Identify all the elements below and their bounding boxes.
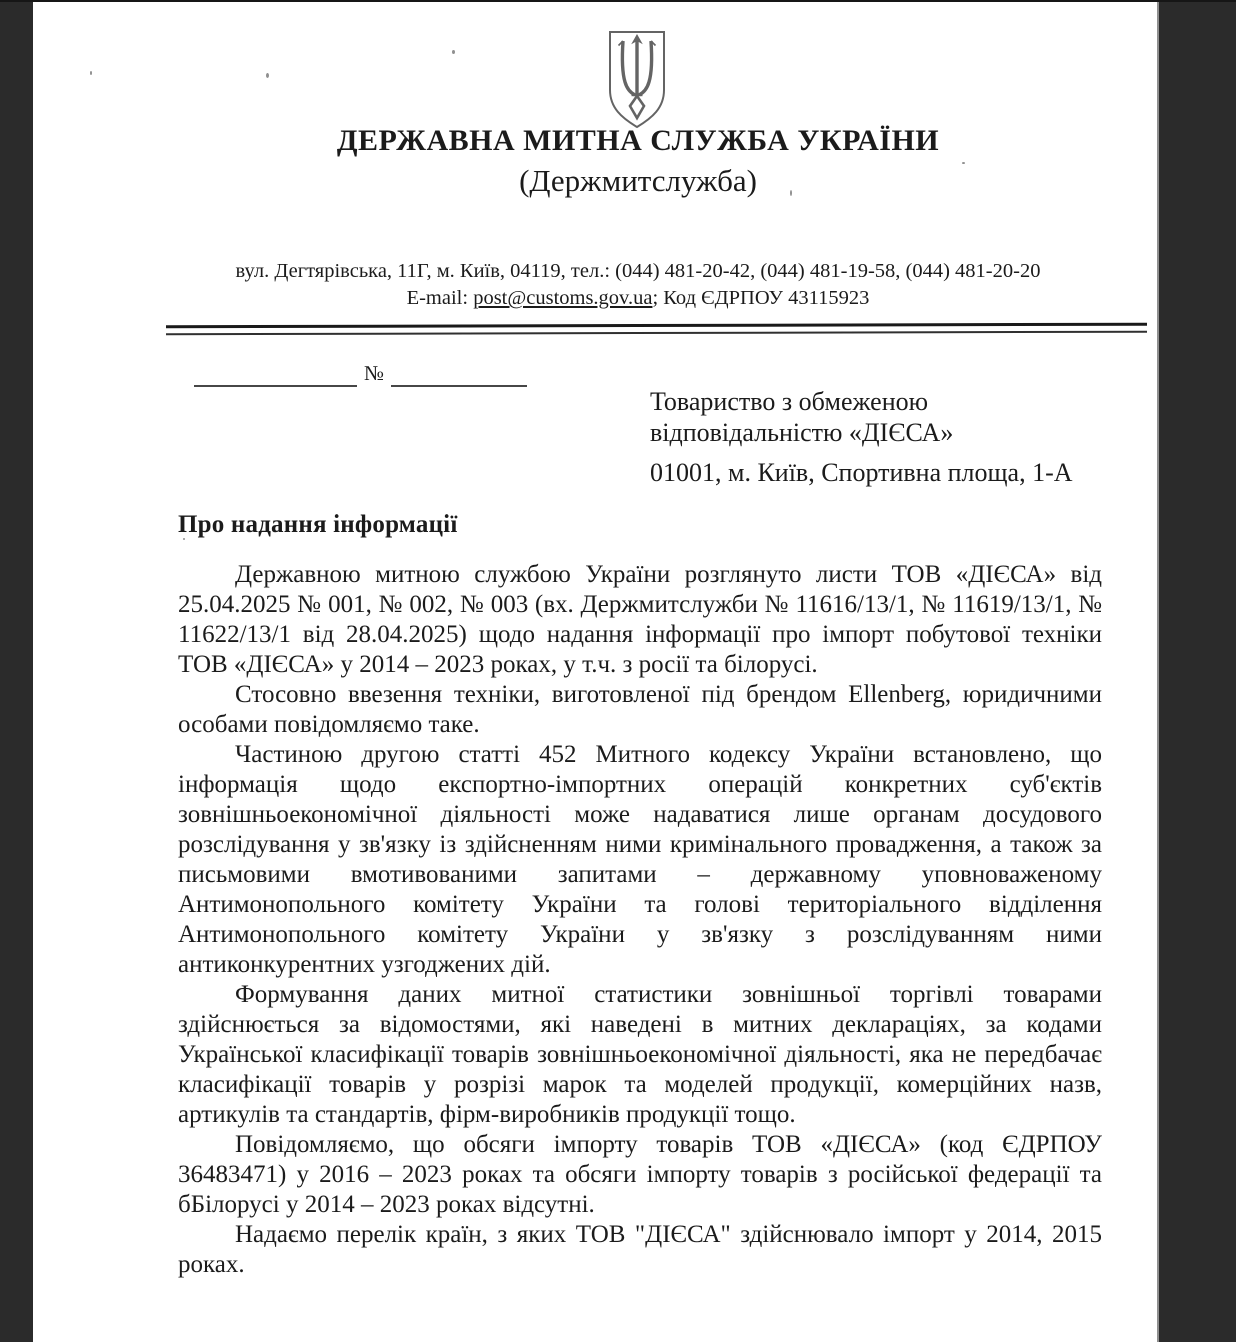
email-label: E-mail: [406,287,474,309]
body-paragraph-2: Стосовно ввезення техніки, виготовленої під брендом Ellenberg, юридичними особами повідомляємо таке. [178,681,1102,738]
ukraine-trident-emblem-icon [604,30,670,130]
scan-speck [183,538,185,540]
edrpou-code: ; Код ЄДРПОУ 43115923 [652,287,870,309]
recipient-name-line-1: Товариство з обмеженою [650,387,929,416]
email-address: post@customs.gov.ua [473,287,653,309]
org-contacts-block [138,258,1138,312]
recipient-block [650,386,1073,488]
recipient-address: 01001, м. Київ, Спортивна площа, 1-А [650,458,1073,487]
reference-number-line [194,360,527,387]
reference-number-blank [391,360,527,387]
org-name: ДЕРЖАВНА МИТНА СЛУЖБА УКРАЇНИ [336,124,940,157]
scan-dark-edge-right [1157,0,1236,1342]
scan-speck [266,73,269,78]
body-paragraph-5: Повідомляємо, що обсяги імпорту товарів ТОВ «ДІЄСА» (код ЄДРПОУ 36483471) у 2016 – 2023 роках та обсяги імпорту товарів з російської федерації та бБілорусі у 2014 – 2023 роках відсутні. [178,1131,1102,1218]
org-address-line: вул. Дегтярівська, 11Г, м. Київ, 04119, тел.: (044) 481-20-42, (044) 481-19-58, (044) 481-20-20 [235,260,1041,282]
letterhead-divider-rule [166,323,1147,336]
reference-date-blank [194,360,357,387]
scan-speck [452,50,455,54]
subject-line: Про надання інформації [178,511,458,538]
scan-dark-edge-left [0,0,33,1342]
letter-body [178,560,1102,1280]
recipient-name-line-2: відповідальністю «ДІЄСА» [650,418,954,447]
body-paragraph-1: Державною митною службою України розглянуто листи ТОВ «ДІЄСА» від 25.04.2025 № 001, № 002, № 003 (вх. Держмитслужби № 11616/13/1, № 11619/13/1, № 11622/13/1 від 28.04.2025) щодо надання інформації про імпорт побутової техніки ТОВ «ДІЄСА» у 2014 – 2023 роках, у т.ч. з росії та білорусі. [178,561,1102,678]
body-paragraph-3: Частиною другою статті 452 Митного кодексу України встановлено, що інформація щодо експортно-імпортних операцій конкретних суб'єктів зовнішньоекономічної діяльності може надаватися лише органам досудового розслідування у зв'язку із здійсненням ними кримінального провадження, а також за письмовими вмотивованими запитами – державному уповноваженому Антимонопольного комітету України та голові територіального відділення Антимонопольного комітету України у зв'язку з розслідуванням ними антиконкурентних узгоджених дій. [178,741,1102,978]
scan-speck [90,71,92,75]
org-short-name: (Держмитслужба) [519,163,757,198]
scan-dark-edge-top [0,0,1236,2]
scan-speck [962,162,965,164]
scan-speck [790,190,792,196]
body-paragraph-6: Надаємо перелік країн, з яких ТОВ "ДІЄСА" здійснювало імпорт у 2014, 2015 роках. [178,1221,1102,1278]
org-email-line [138,285,1138,312]
body-paragraph-4: Формування даних митної статистики зовнішньої торгівлі товарами здійснюється за відомостями, які наведені в митних деклараціях, за кодами Української класифікації товарів зовнішньоекономічної діяльності, яка не передбачає класифікації товарів у розрізі марок та моделей продукції, комерційних назв, артикулів та стандартів, фірм-виробників продукції тощо. [178,981,1102,1128]
reference-number-sign: № [364,361,385,385]
